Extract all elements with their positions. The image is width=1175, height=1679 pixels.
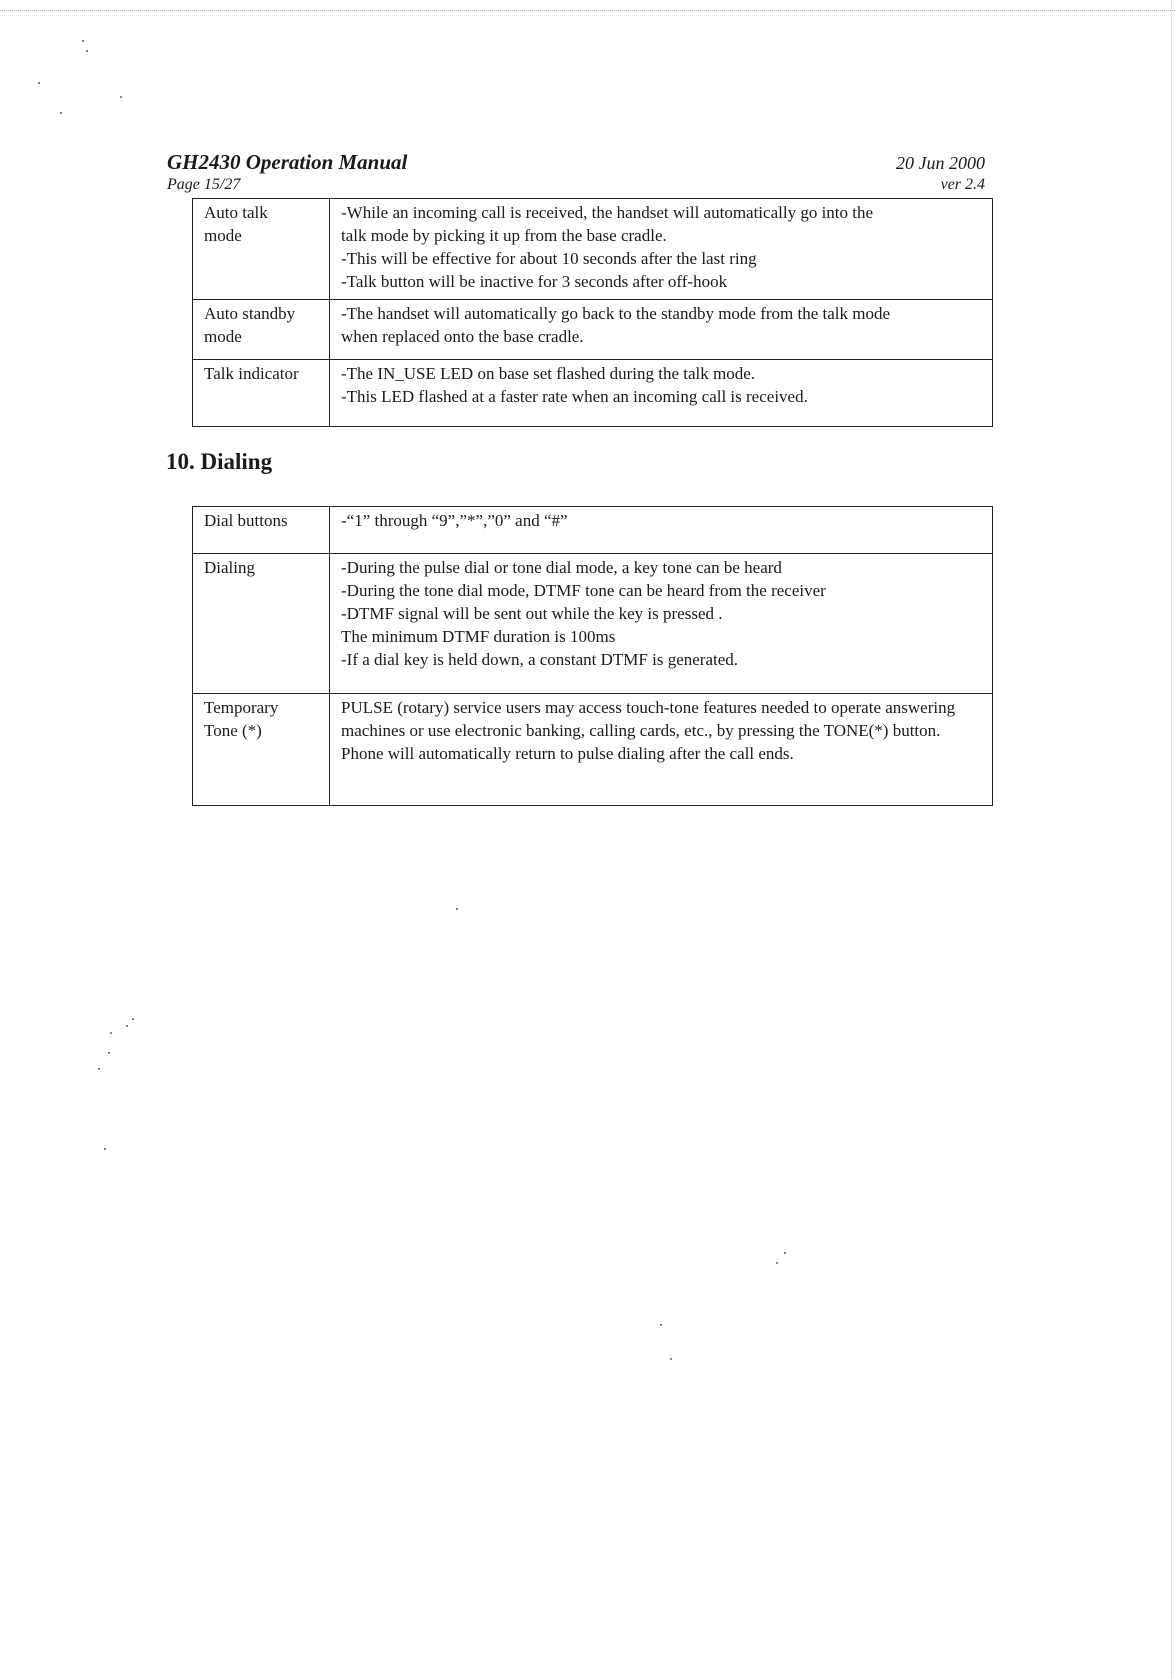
row-key — [193, 360, 330, 427]
page-number: Page 15/27 — [167, 176, 241, 193]
scan-speck — [98, 1068, 100, 1070]
scan-speck — [110, 1032, 112, 1034]
row-description — [330, 199, 993, 300]
scan-speck — [126, 1025, 128, 1027]
scan-speck — [120, 96, 122, 98]
scan-speck — [132, 1018, 134, 1020]
scan-edge-top — [0, 10, 1175, 11]
scan-speck — [108, 1052, 110, 1054]
key-line: Auto talk — [204, 203, 268, 222]
scan-speck — [660, 1324, 662, 1326]
description-line: talk mode by picking it up from the base cradle. — [341, 226, 667, 245]
table-row — [193, 507, 993, 554]
scan-speck — [784, 1252, 786, 1254]
dialing-table — [192, 506, 993, 806]
key-line: Tone (*) — [204, 721, 262, 740]
row-description — [330, 360, 993, 427]
row-description — [330, 694, 993, 806]
key-line: Dialing — [204, 558, 255, 577]
page-header — [167, 150, 985, 194]
scan-speck — [82, 40, 84, 42]
key-line: Talk indicator — [204, 364, 299, 383]
key-line: Auto standby — [204, 304, 296, 323]
document-date: 20 Jun 2000 — [896, 153, 985, 173]
description-line: The minimum DTMF duration is 100ms — [341, 627, 616, 646]
description-line: -During the tone dial mode, DTMF tone can be heard from the receiver — [341, 581, 826, 600]
table-row — [193, 360, 993, 427]
description-line: -Talk button will be inactive for 3 seconds after off-hook — [341, 272, 728, 291]
table-row — [193, 554, 993, 694]
scan-speck — [776, 1262, 778, 1264]
key-line: mode — [204, 327, 242, 346]
row-description — [330, 554, 993, 694]
scan-speck — [670, 1358, 672, 1360]
row-description — [330, 300, 993, 360]
description-line: -This will be effective for about 10 seconds after the last ring — [341, 249, 757, 268]
document-title: GH2430 Operation Manual — [167, 150, 408, 174]
scan-speck — [60, 112, 62, 114]
key-line: Temporary — [204, 698, 279, 717]
table-row — [193, 199, 993, 300]
row-key — [193, 199, 330, 300]
description-line: when replaced onto the base cradle. — [341, 327, 584, 346]
description-paragraph: PULSE (rotary) service users may access touch-tone features needed to operate answering machines or use electronic banking, calling cards, etc., by pressing the TONE(*) button. Phone will automatically return to pulse dialing after the call ends. — [341, 698, 956, 763]
scan-speck — [38, 82, 40, 84]
description-line: -DTMF signal will be sent out while the key is pressed . — [341, 604, 723, 623]
table-row — [193, 300, 993, 360]
table-row — [193, 694, 993, 806]
key-line: mode — [204, 226, 242, 245]
description-line: -If a dial key is held down, a constant DTMF is generated. — [341, 650, 739, 669]
scan-edge-right — [1171, 0, 1172, 1679]
row-key — [193, 694, 330, 806]
row-key — [193, 554, 330, 694]
row-description — [330, 507, 993, 554]
description-line: -The handset will automatically go back to the standby mode from the talk mode — [341, 304, 891, 323]
description-line: -This LED flashed at a faster rate when an incoming call is received. — [341, 387, 808, 406]
talk-mode-table — [192, 198, 993, 427]
row-key — [193, 507, 330, 554]
scan-speck — [456, 908, 458, 910]
description-line: -“1” through “9”,”*”,”0” and “#” — [341, 511, 568, 530]
scan-speck — [86, 50, 88, 52]
description-line: -While an incoming call is received, the handset will automatically go into the — [341, 203, 874, 222]
key-line: Dial buttons — [204, 511, 288, 530]
section-heading: 10. Dialing — [166, 449, 273, 474]
row-key — [193, 300, 330, 360]
description-line: -During the pulse dial or tone dial mode, a key tone can be heard — [341, 558, 782, 577]
description-line: -The IN_USE LED on base set flashed during the talk mode. — [341, 364, 756, 383]
document-version: ver 2.4 — [940, 176, 985, 193]
scan-speck — [104, 1148, 106, 1150]
